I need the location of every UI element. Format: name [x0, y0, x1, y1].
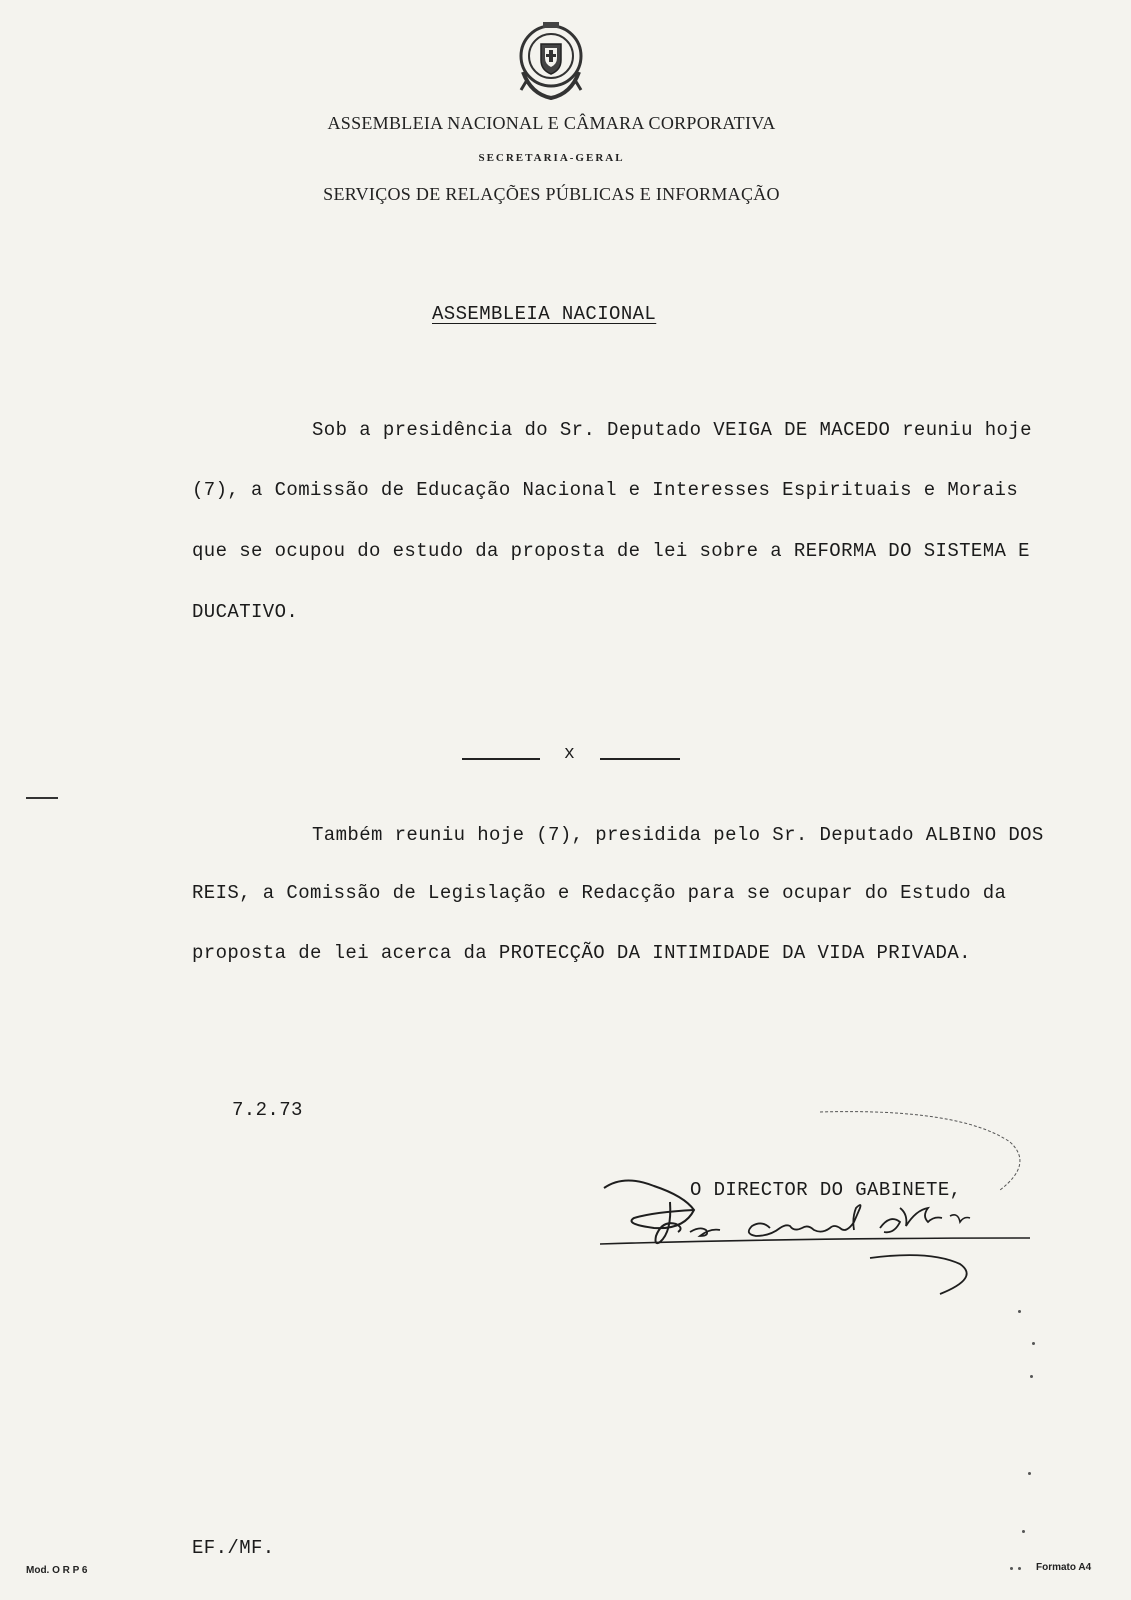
paragraph2-line: proposta de lei acerca da PROTECÇÃO DA INTIMIDADE DA VIDA PRIVADA. — [192, 942, 971, 964]
paragraph2-line: Também reuniu hoje (7), presidida pelo Sr. Deputado ALBINO DOS — [253, 824, 1044, 846]
paper-format: Formato A4 — [1036, 1562, 1092, 1573]
signature-title: O DIRECTOR DO GABINETE, — [690, 1179, 962, 1201]
speck — [1028, 1472, 1031, 1475]
document-date: 7.2.73 — [232, 1099, 303, 1121]
document-title: ASSEMBLEIA NACIONAL — [432, 303, 657, 325]
speck — [1030, 1375, 1033, 1378]
margin-fold-mark — [26, 797, 58, 799]
speck — [1022, 1530, 1025, 1533]
paragraph1-line: Sob a presidência do Sr. Deputado VEIGA DE MACEDO reuniu hoje — [253, 419, 1032, 441]
speck — [1018, 1310, 1021, 1313]
typist-initials: EF./MF. — [192, 1537, 275, 1559]
form-model-code: Mod. O R P 6 — [26, 1565, 88, 1576]
separator-mark: x — [564, 744, 575, 764]
paragraph2-line: REIS, a Comissão de Legislação e Redacção para se ocupar do Estudo da — [192, 882, 1007, 904]
coat-of-arms-emblem — [513, 18, 589, 102]
paragraph1-line: DUCATIVO. — [192, 601, 299, 623]
speck — [1010, 1567, 1013, 1570]
header-secretariat: SECRETARIA-GERAL — [478, 152, 625, 164]
header-department: SERVIÇOS DE RELAÇÕES PÚBLICAS E INFORMAÇÃO — [323, 184, 780, 204]
separator-line-right — [600, 758, 680, 760]
separator-line-left — [462, 758, 540, 760]
paragraph1-line: que se ocupou do estudo da proposta de lei sobre a REFORMA DO SISTEMA E — [192, 540, 1030, 562]
speck — [1032, 1342, 1035, 1345]
header-institution: ASSEMBLEIA NACIONAL E CÂMARA CORPORATIVA — [327, 113, 776, 133]
speck — [1018, 1567, 1021, 1570]
paragraph1-line: (7), a Comissão de Educação Nacional e Interesses Espirituais e Morais — [192, 479, 1019, 501]
handwritten-signature — [600, 1110, 1060, 1310]
